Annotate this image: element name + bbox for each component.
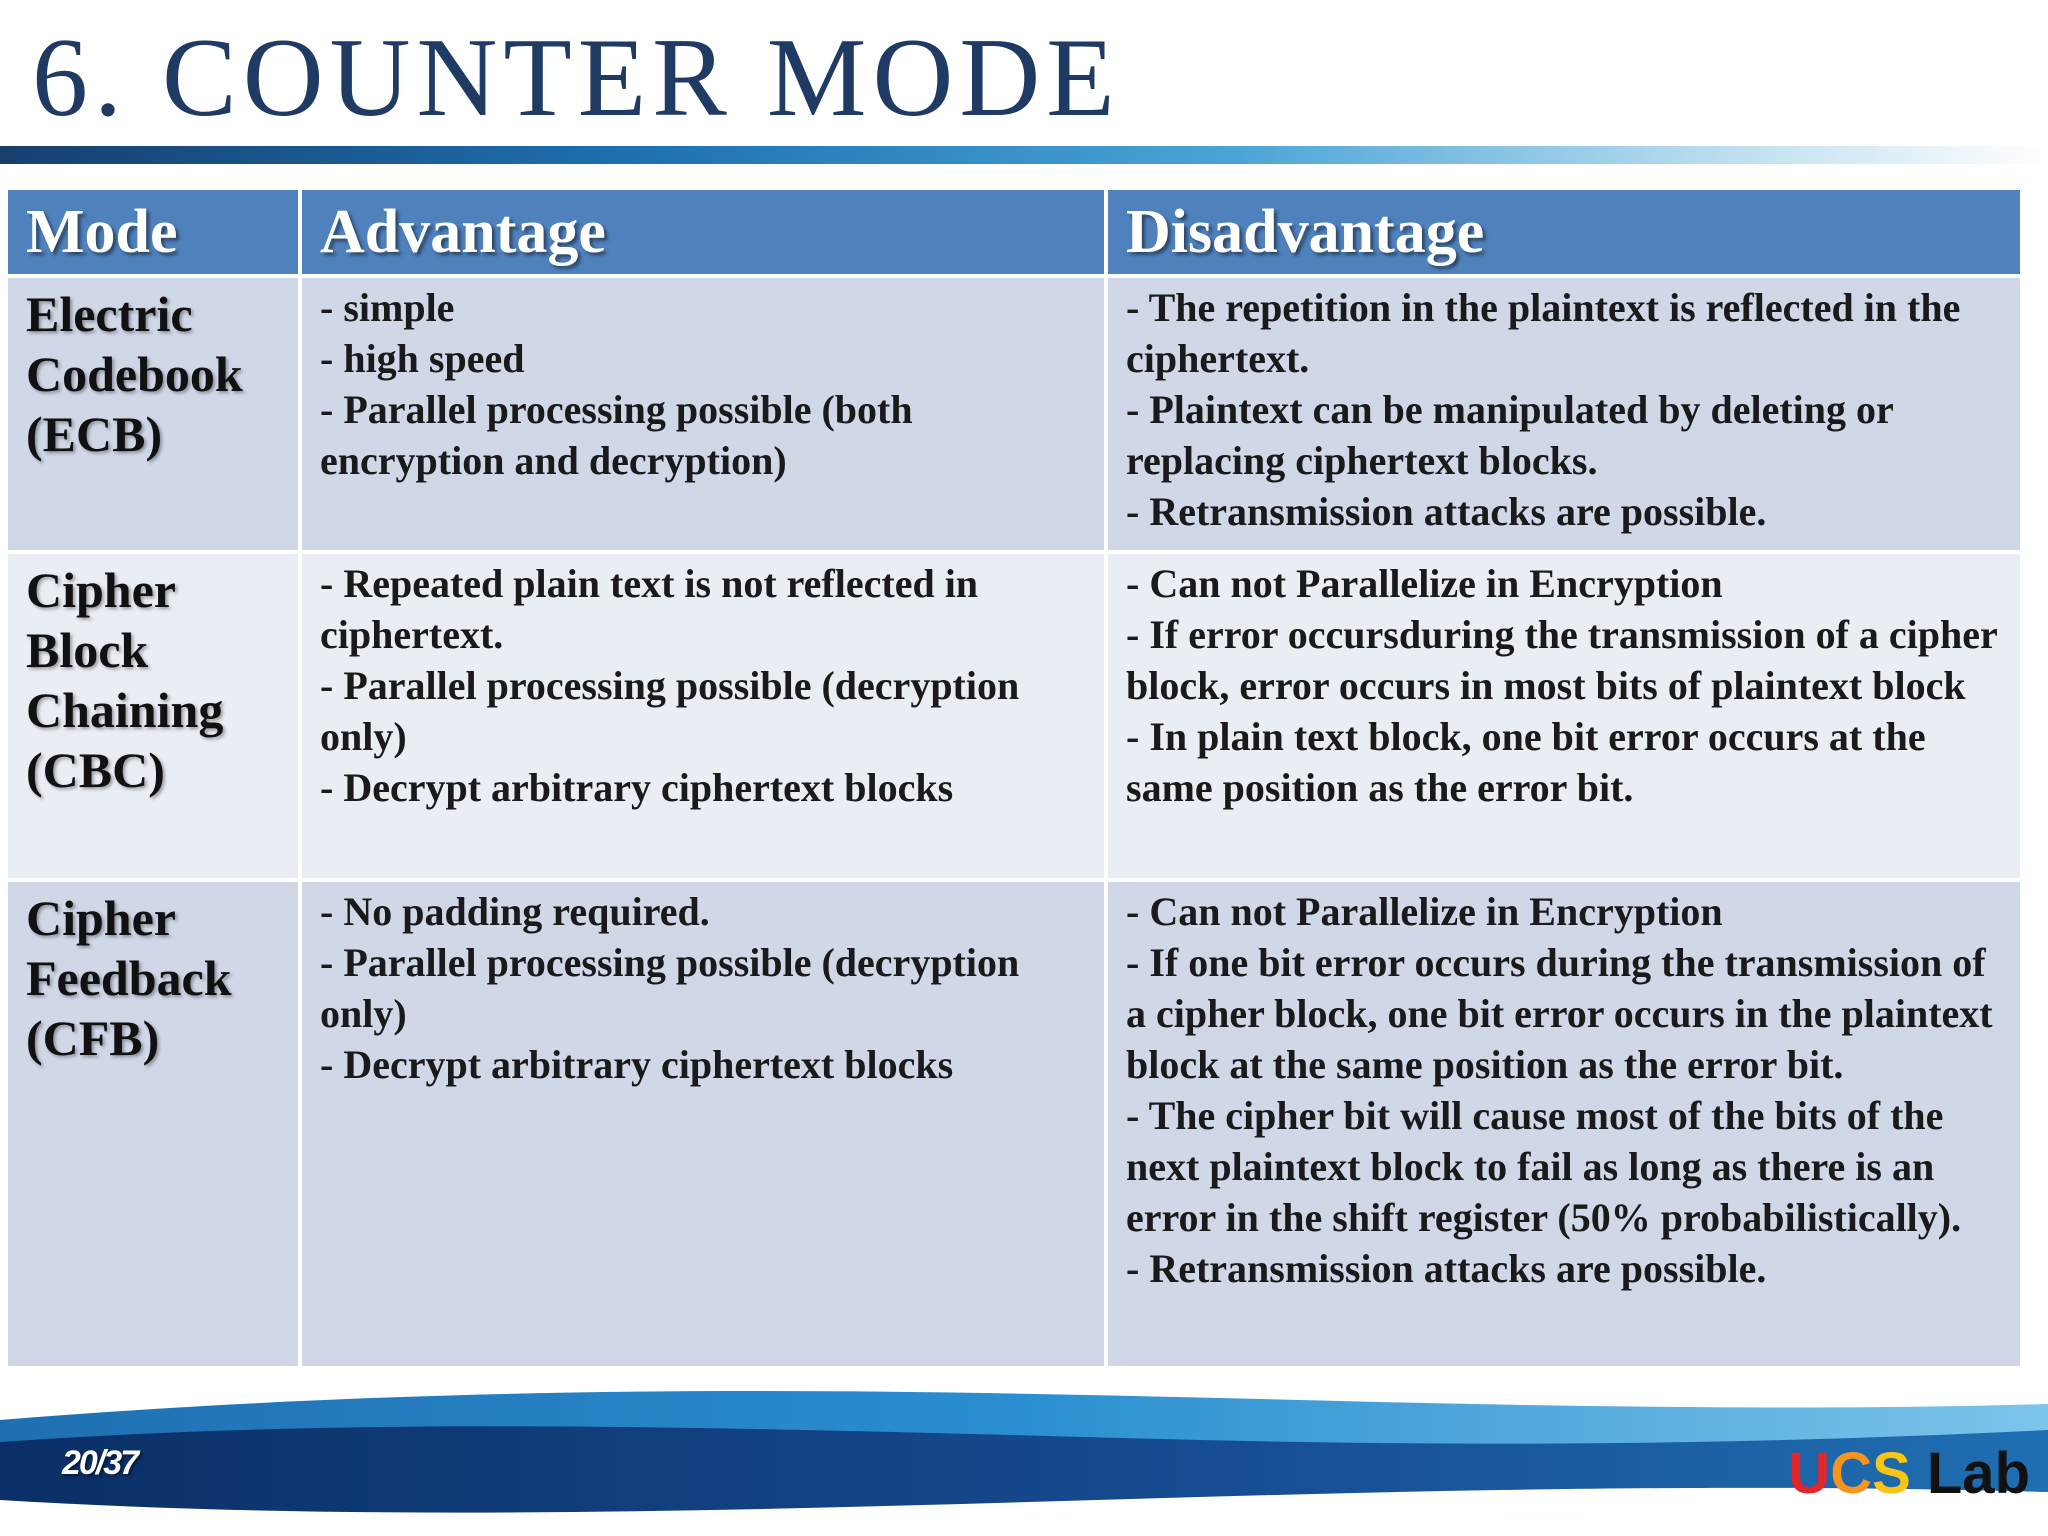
table-row <box>6 552 2022 880</box>
header-mode: Mode <box>6 188 300 276</box>
disadvantage-cell <box>1106 880 2022 1368</box>
disadvantage-cell <box>1106 552 2022 880</box>
advantage-item: - Parallel processing possible (decryption only) <box>320 663 1020 759</box>
advantage-cell <box>300 276 1106 552</box>
disadvantage-item: - Retransmission attacks are possible. <box>1126 1246 1767 1291</box>
header-disadvantage: Disadvantage <box>1106 188 2022 276</box>
advantage-item: - Repeated plain text is not reflected in ciphertext. <box>320 561 979 657</box>
advantage-item: - Parallel processing possible (both encryption and decryption) <box>320 387 913 483</box>
page-number: 20/37 <box>62 1444 138 1482</box>
disadvantage-item: - The cipher bit will cause most of the bits of the next plaintext block to fail as long as there is an error in the shift register (50% probabilistically). <box>1126 1093 1962 1240</box>
disadvantage-item: - If error occursduring the transmission of a cipher block, error occurs in most bits of plaintext block <box>1126 612 1998 708</box>
header-row <box>6 188 2022 276</box>
advantage-item: - high speed <box>320 336 525 381</box>
table-row <box>6 880 2022 1368</box>
disadvantage-item: - Can not Parallelize in Encryption <box>1126 561 1723 606</box>
mode-cell <box>6 552 300 880</box>
mode-name-line: Cipher <box>26 890 176 946</box>
advantage-item: - Decrypt arbitrary ciphertext blocks <box>320 1042 954 1087</box>
disadvantage-item: - Plaintext can be manipulated by deleting or replacing ciphertext blocks. <box>1126 387 1894 483</box>
disadvantage-item: - The repetition in the plaintext is reflected in the ciphertext. <box>1126 285 1961 381</box>
disadvantage-item: - If one bit error occurs during the transmission of a cipher block, one bit error occurs in the plaintext block at the same position as the error bit. <box>1126 940 1993 1087</box>
mode-cell <box>6 276 300 552</box>
advantage-cell <box>300 880 1106 1368</box>
mode-name-line: Chaining <box>26 682 224 738</box>
title-divider <box>0 146 2048 164</box>
advantage-item: - Decrypt arbitrary ciphertext blocks <box>320 765 954 810</box>
advantage-cell <box>300 552 1106 880</box>
footer-wave-decoration <box>0 1380 2048 1536</box>
mode-name-line: Cipher <box>26 562 176 618</box>
mode-name-line: (CFB) <box>26 1010 160 1066</box>
mode-cell <box>6 880 300 1368</box>
slide-title: 6. COUNTER MODE <box>32 16 1121 140</box>
ucs-lab-logo: UCS Lab <box>1788 1441 2030 1506</box>
comparison-table <box>4 186 2024 1370</box>
table-row <box>6 276 2022 552</box>
mode-name-line: Feedback <box>26 950 232 1006</box>
mode-name-line: Codebook <box>26 346 243 402</box>
header-advantage: Advantage <box>300 188 1106 276</box>
disadvantage-item: - In plain text block, one bit error occurs at the same position as the error bit. <box>1126 714 1926 810</box>
disadvantage-item: - Can not Parallelize in Encryption <box>1126 889 1723 934</box>
advantage-item: - Parallel processing possible (decryption only) <box>320 940 1020 1036</box>
advantage-item: - simple <box>320 285 455 330</box>
disadvantage-cell <box>1106 276 2022 552</box>
mode-name-line: Electric <box>26 286 193 342</box>
advantage-item: - No padding required. <box>320 889 710 934</box>
disadvantage-item: - Retransmission attacks are possible. <box>1126 489 1767 534</box>
mode-name-line: (ECB) <box>26 406 163 462</box>
mode-name-line: Block <box>26 622 149 678</box>
mode-name-line: (CBC) <box>26 742 165 798</box>
